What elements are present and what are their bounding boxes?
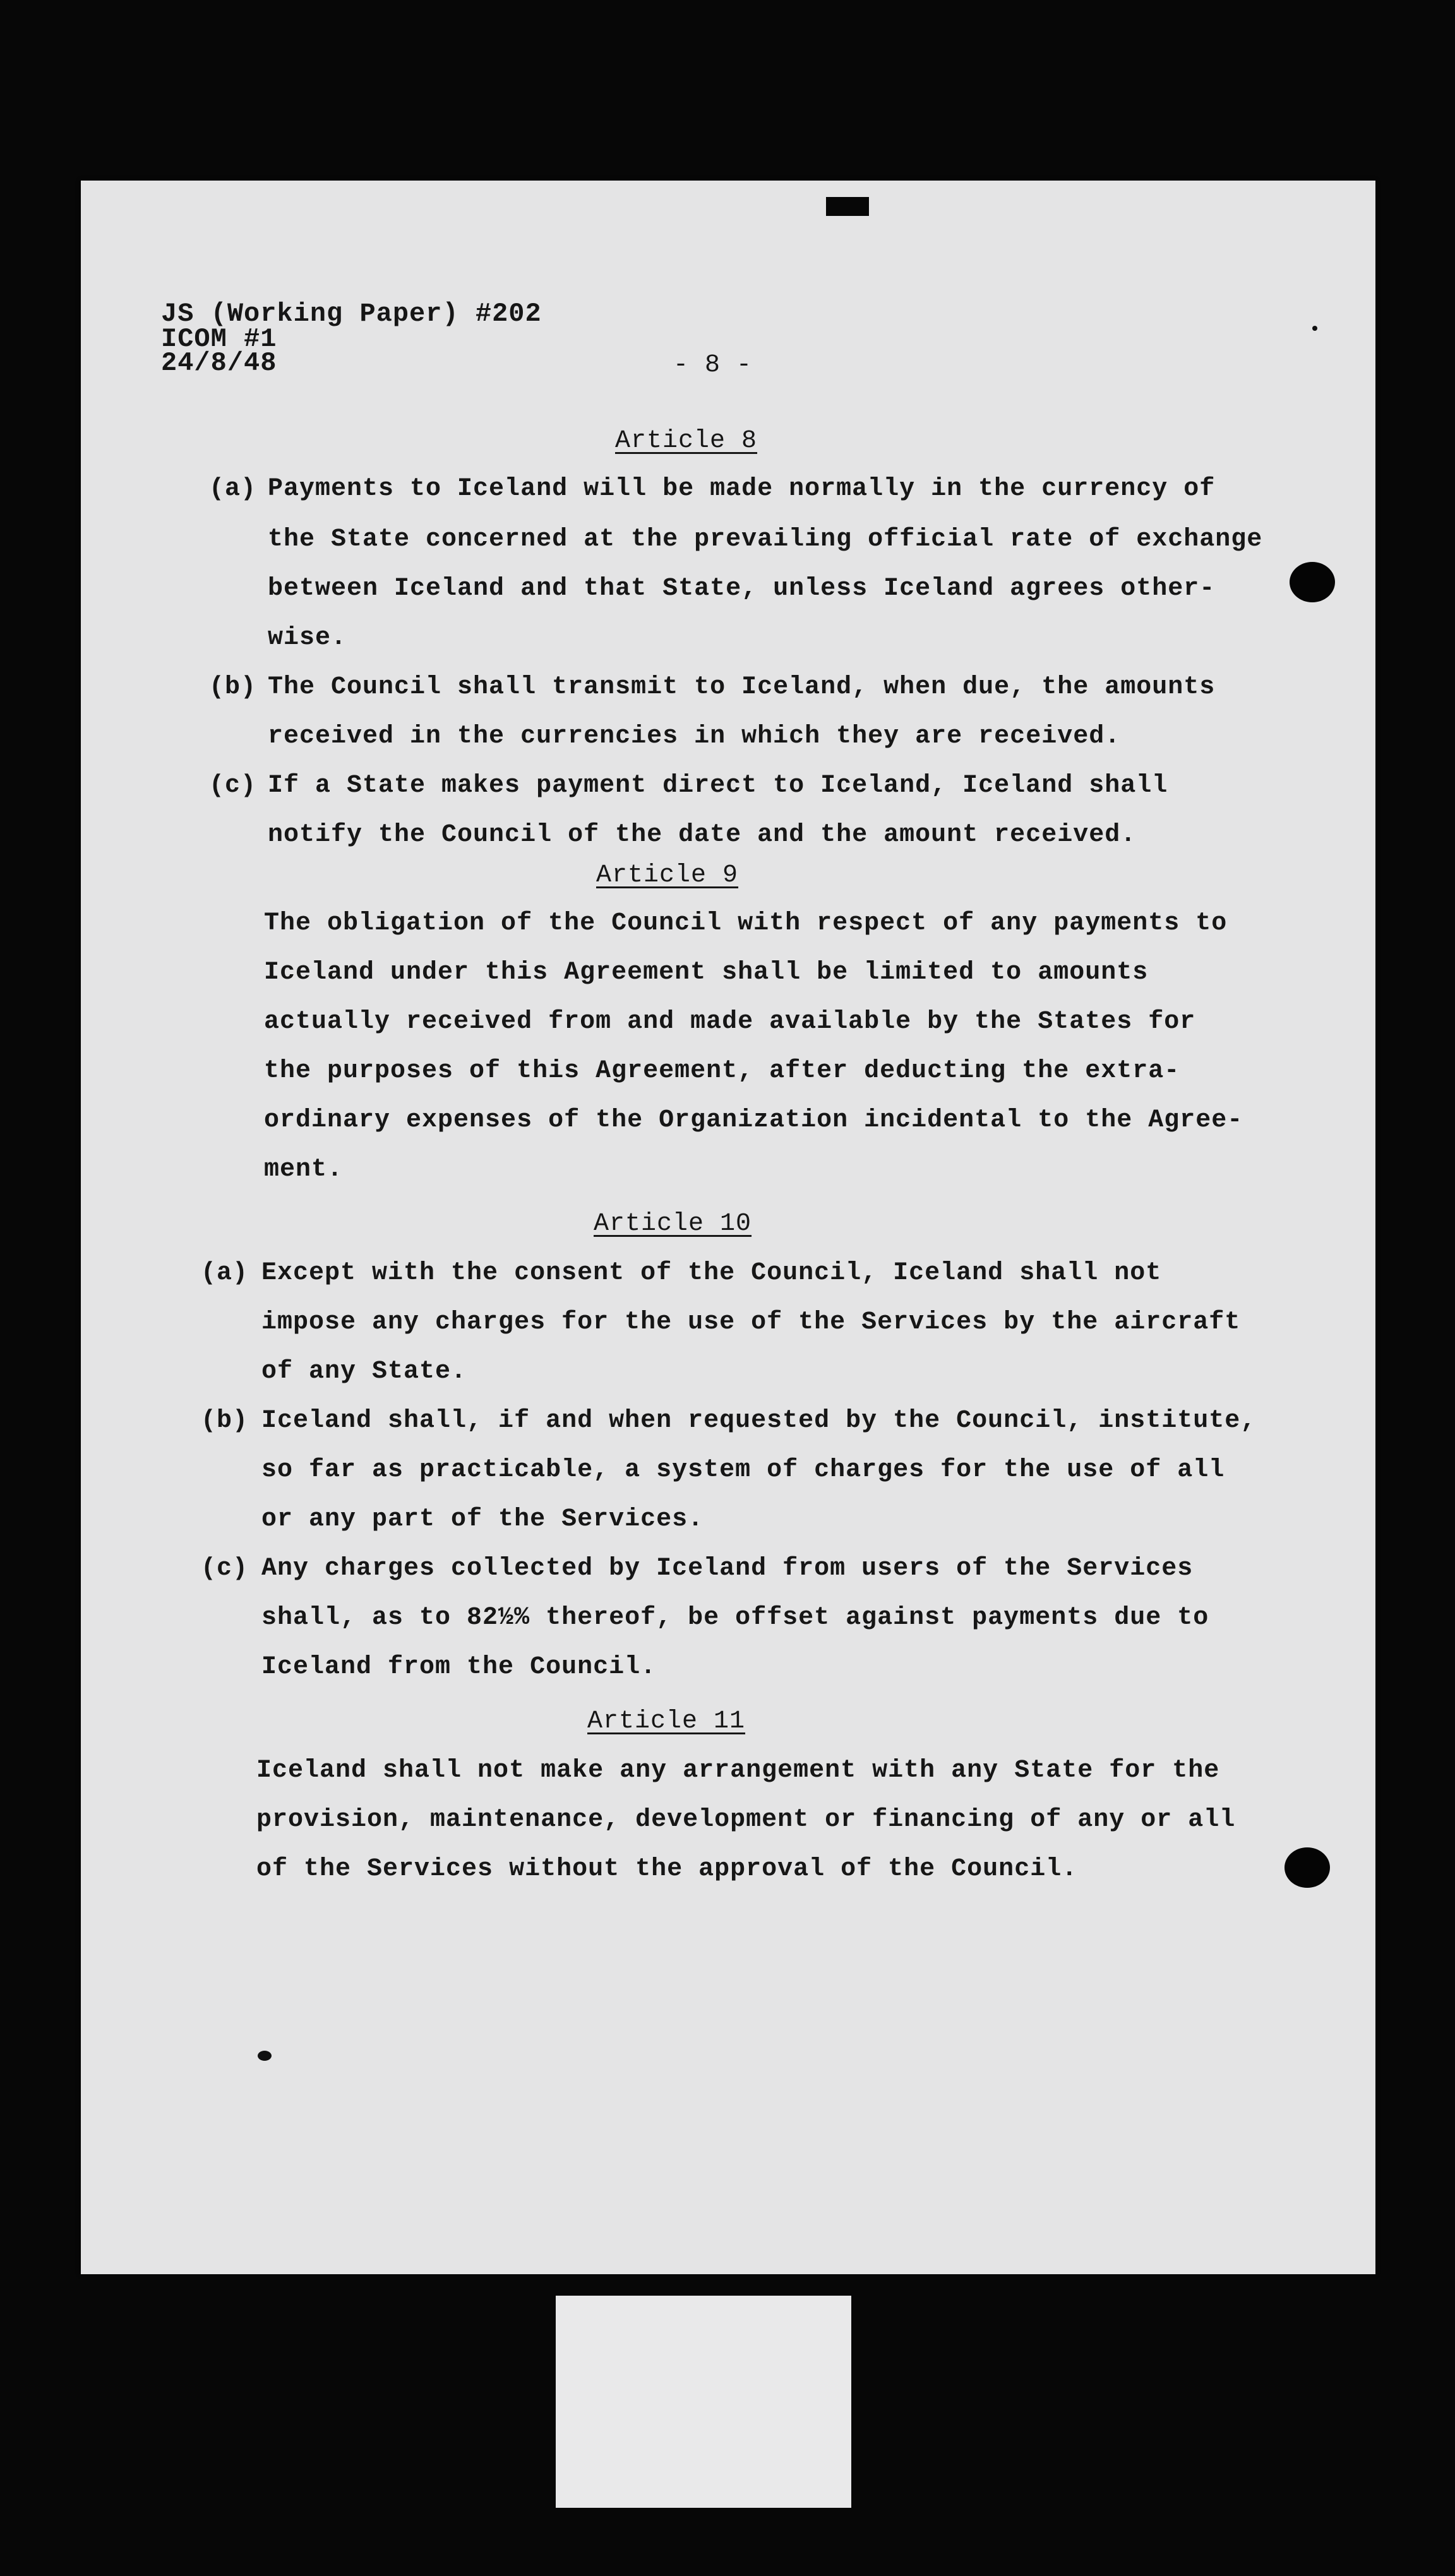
article-9-line: ment. bbox=[264, 1155, 344, 1184]
article-8-b-line: The Council shall transmit to Iceland, when due, the amounts bbox=[268, 673, 1216, 701]
article-10-heading: Article 10 bbox=[594, 1210, 752, 1238]
article-9-line: the purposes of this Agreement, after deducting the extra- bbox=[264, 1057, 1180, 1085]
article-8-a-line: Payments to Iceland will be made normally in the currency of bbox=[268, 475, 1216, 503]
article-8-a-line: between Iceland and that State, unless Iceland agrees other- bbox=[268, 575, 1216, 603]
article-10-b-line: Iceland shall, if and when requested by the Council, institute, bbox=[261, 1407, 1257, 1435]
article-9-line: Iceland under this Agreement shall be limited to amounts bbox=[264, 958, 1149, 987]
article-8-b-line: received in the currencies in which they are received. bbox=[268, 722, 1121, 751]
article-8-c-marker: (c) bbox=[209, 772, 257, 800]
article-11-line: provision, maintenance, development or financing of any or all bbox=[256, 1806, 1236, 1834]
article-10-c-line: Iceland from the Council. bbox=[261, 1653, 657, 1681]
article-10-c-line: shall, as to 82½% thereof, be offset against payments due to bbox=[261, 1604, 1209, 1632]
article-11-heading: Article 11 bbox=[587, 1707, 746, 1736]
article-9-line: actually received from and made available by the States for bbox=[264, 1008, 1196, 1036]
blank-slip bbox=[556, 2296, 851, 2508]
article-8-a-line: wise. bbox=[268, 624, 347, 652]
article-10-b-line: so far as practicable, a system of charges for the use of all bbox=[261, 1456, 1225, 1484]
article-11-line: of the Services without the approval of the Council. bbox=[256, 1855, 1078, 1883]
article-8-heading: Article 8 bbox=[615, 427, 758, 455]
article-8-c-line: If a State makes payment direct to Iceland, Iceland shall bbox=[268, 772, 1168, 800]
ink-speck bbox=[1312, 326, 1317, 331]
article-11-line: Iceland shall not make any arrangement with any State for the bbox=[256, 1756, 1220, 1785]
article-9-line: The obligation of the Council with respect of any payments to bbox=[264, 909, 1228, 938]
reference-date: 24/8/48 bbox=[161, 348, 277, 378]
reference-line-2: ICOM #1 bbox=[161, 324, 277, 354]
article-10-b-marker: (b) bbox=[201, 1407, 249, 1435]
article-9-heading: Article 9 bbox=[596, 861, 739, 890]
article-10-a-line: Except with the consent of the Council, Iceland shall not bbox=[261, 1259, 1162, 1287]
article-10-a-line: of any State. bbox=[261, 1357, 467, 1386]
document-text bbox=[81, 181, 1375, 2274]
reference-line-1: JS (Working Paper) #202 bbox=[161, 299, 542, 329]
punch-hole-upper bbox=[1290, 562, 1335, 602]
article-10-c-marker: (c) bbox=[201, 1554, 249, 1583]
article-10-b-line: or any part of the Services. bbox=[261, 1505, 704, 1534]
document-page bbox=[81, 181, 1375, 2274]
article-10-c-line: Any charges collected by Iceland from users of the Services bbox=[261, 1554, 1194, 1583]
article-10-a-marker: (a) bbox=[201, 1259, 249, 1287]
article-10-a-line: impose any charges for the use of the Services by the aircraft bbox=[261, 1308, 1241, 1337]
article-8-a-line: the State concerned at the prevailing official rate of exchange bbox=[268, 525, 1263, 554]
article-8-a-marker: (a) bbox=[209, 475, 257, 503]
page-number: - 8 - bbox=[673, 351, 753, 379]
page-tab-notch bbox=[826, 197, 869, 216]
article-8-b-marker: (b) bbox=[209, 673, 257, 701]
ink-speck bbox=[258, 2051, 272, 2061]
article-9-line: ordinary expenses of the Organization incidental to the Agree- bbox=[264, 1106, 1243, 1135]
punch-hole-lower bbox=[1284, 1847, 1330, 1888]
article-8-c-line: notify the Council of the date and the amount received. bbox=[268, 821, 1137, 849]
